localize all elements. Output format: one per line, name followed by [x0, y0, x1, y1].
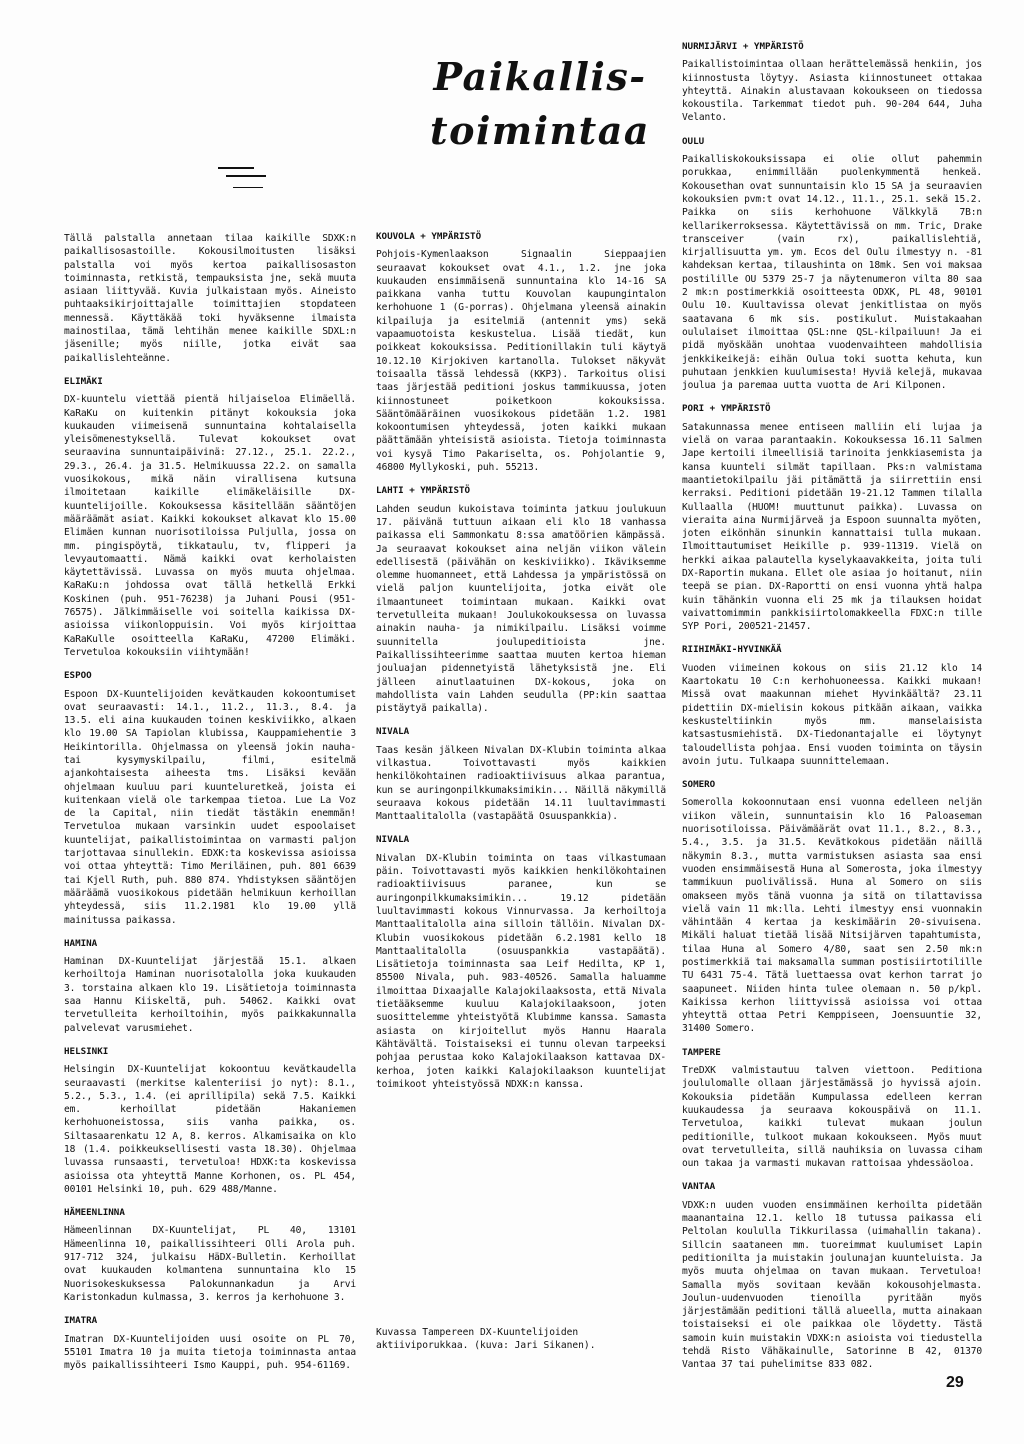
section-heading: KOUVOLA + YMPÄRISTÖ [376, 231, 482, 242]
section-heading: VANTAA [682, 1181, 716, 1193]
section-heading: LAHTI + YMPÄRISTÖ [376, 485, 471, 497]
column-2 [376, 230, 666, 1093]
section-text: Paikalliskokouksissapa ei olie ollut pahemmin porukkaa, enimmillään puolenkymmentä henkeä. Kokousethan ovat sunnuntaisin klo 15 SA ja seuraavien kokouksien pvm:t ovat 14.12., 11.1., 25.1. sekä 15.2. Paikka on siis kerhohuone Välkkylä 7B:n kellarikerroksessa. Käytettävissä on mm. Tric, Drake transceiver (vain rx), paikallislehtiä, kirjallisuutta ym. ym. Ecos del Oulu ilmestyy n. -81 kahdeksan kertaa, tilaushinta on 18mk. Sen voi maksaa postilille OU 5379 25-7 ja näytenumeron vilta 80 saa 2 mk:n postimerkkiä osoitteesta ODXK, PL 48, 90101 Oulu 10. Kuultavissa olevat jenkitlistaa on myös saatavana 6 mk sis. postikulut. Muistakaahan oululaiset ilmoittaa QSL:nne QSL-kilpailuun! Ja ei pidä myöskään unohtaa vuodenvaihteen mahdollisia jenkkikeikejä: eihän Oulua toki suotta kehuta, kun puhutaan jenkkien kuulumisesta! Hyviä kelejä, mukavaa joulua ja paremaa uutta vuotta de Ari Kilponen. [682, 154, 982, 392]
section-text: VDXK:n uuden vuoden ensimmäinen kerhoilta pidetään maanantaina 12.1. kello 18 tutussa paikassa eli Peltolan koululla Tikkurilassa (uimahallin takana). Sillcin saataneen mm. tuoreimmat kuulumiset Lapin peditionilta ja muistakin joulunajan kuunteluista. Ja myös muuta ohjelmaa on tavan mukaan. Tervetuloa! Samalla myös sovitaan kevään kokousohjelmasta. Joulun-uudenvuoden tienoilla pyritään myös järjestämään peditioni tällä alueella, mutta ainakaan toistaiseksi ei ole paikkaa ole löydetty. Tästä samoin kuin muistakin VDXK:n asioista voi tiedustella tehdä Risto Vähäkainulle, Satorinne B 42, 01370 Vantaa 37 tai puhelimitse 833 082. [682, 1199, 982, 1371]
section-text: Satakunnassa menee entiseen malliin eli lujaa ja vielä on varaa parantaakin. Kokouksessa 16.11 Salmen Jape kertoili ilmeellisiä tarinoita jenkkiasemista ja kansa kuunteli silmät tapillaan. Pks:n valmistama maantietokilpailu jäi pitämättä ja siirrettiin ensi kerraksi. Peditioni pidetään 19-21.12 Tammen tilalla Kullaalla (HUOM! muuttunut paikka). Luvassa on vieraita aina Nurmijärveä ja Espoon suunnalta myöten, joten eikönhän sinunkin kannattaisi tulla mukaan. Ilmoittautumiset Heikille p. 939-11319. Vielä on herkki aikaa palautella kyselykaavakkeita, joita tuli DX-Raportin mukana. Ellet ole asiaa jo hoitanut, niin teepä se pian. DX-Raportti on ensi vuonna yhtä halpa kuin tähänkin vuonna eli 25 mk ja tilauksen hoidat vaivattomimmin pankkisiirtolomakkeella FDXC:n tille SYP Pori, 200521-21457. [682, 421, 982, 633]
section-heading: NIVALA [376, 834, 410, 846]
section-text: Haminan DX-Kuuntelijat järjestää 15.1. alkaen kerhoiltoja Haminan nuorisotalolla joka kuukauden 3. torstaina alkaen klo 19. Lisätietoja toiminnasta saa Hannu Kiiskeltä, puh. 54062. Kaikki ovat tervetulleita kerhoiltoihin, myös paikkakunnalla palvelevat varusmiehet. [64, 956, 356, 1034]
section-heading: PORI + YMPÄRISTÖ [682, 403, 771, 415]
decorative-rule [233, 187, 263, 188]
section-text: Hämeenlinnan DX-Kuuntelijat, PL 40, 13101 Hämeenlinna 10, paikallissihteeri Olli Arola puh. 917-712 324, julkaisu HäDX-Bulletin. Kerhoillat ovat kuukauden kolmantena sunnuntaina klo 15 Nuorisokeskuksessa Palokunnankadun ja Arvi Karistonkadun kulmassa, 3. kerros ja kerhohuone 3. [64, 1225, 356, 1303]
section-heading: HAMINA [64, 937, 98, 949]
section-text: TreDXK valmistautuu talven viettoon. Peditiona joululomalle ollaan järjestämässä jo hyvissä ajoin. Kokouksia pidetään Kumpulassa edelleen kerran kuukaudessa ja seuraava kokouspäivä on 11.1. Tervetuloa, kaikki tulevat mukaan joulun peditionille, tulkoot mukaan kokoukseen. Myös muut ovat tervetulleita, sillä nauhiksia on luvassa ciham oun takaa ja varmasti mukavan rattoisaa yhdessäoloa. [682, 1065, 982, 1170]
section-heading: ELIMÄKI [64, 375, 103, 387]
section-text: Somerolla kokoonnutaan ensi vuonna edelleen neljän viikon välein, sunnuntaisin klo 16 Paloaseman nuorisotiloissa. Päivämäärät ovat 11.1., 8.2., 8.3., 5.4., 3.5. ja 31.5. Kevätkokous pidetään näillä näkymin 8.3., mutta varmistuksen asiasta saa ensi vuoden ensimmäisestä Huna al Somerosta, joka ilmestyy tammikuun puolivälissä. Huna al Somero on siis omakseen myös tänä vuonna ja sitä on tilattavissa vielä vain 11 mk:lla. Lehti ilmestyy ensi vuonnakin vähintään 4 kertaa ja keskimäärin 20-sivuisena. Mikäli haluat tietää lisää Nitsijärven tapahtumista, tilaa Huna al Somero 4/80, saat sen 2.50 mk:n postimerkkiä tai maksamalla summan postisiirtotilille TU 6431 75-4. Tätä luettaessa ovat kerhon tarrat jo saapuneet. Niiden hinta tulee olemaan n. 50 p/kpl. Kaikissa kerhon liittyvissä asioissa voi ottaa yhteyttä ottaa Petri Kemppiseen, Joensuuntie 32, 31400 Somero. [682, 797, 982, 1035]
section-text: Lahden seudun kukoistava toiminta jatkuu joulukuun 17. päivänä tuttuun aikaan eli klo 18 vanhassa paikassa eli Sammonkatu 8:ssa amatöörien kämpässä. Ja seuraavat kokoukset aina neljän viikon välein edellisestä (päivähän on keskiviikko). Ikäviksemme olemme huomanneet, että Lahdessa ja ympäristössä on vielä paljon kuuntelijoita, jotka eivät ole ilmaantuneet toimintaan mukaan. Kaikki ovat tervetulleita mukaan! Joulukokouksessa on luvassa ainakin nauha- ja nimikilpailu. Lisäksi voimme suunnitella joulupeditioista jne. Paikallissihteerimme saattaa muuten kertoa hieman jouluajan pidennetyistä lähetyksistä jne. Eli jälleen ainutlaatuinen DX-kokous, joka on mahdollista vain Lahden seudulla (PP:kin saattaa pistäytyä paikalla). [376, 503, 666, 715]
section-text: Taas kesän jälkeen Nivalan DX-Klubin toiminta alkaa vilkastua. Toivottavasti myös kaikkien henkilökohtainen radioaktiivisuus alkaa parantua, kun se auringonpilkkumaksimikin... Näillä näkymillä seuraava kokous pidetään 14.11 luultavimmasti Manttaalitalolla (vastapäätä Osuuspankkia). [376, 744, 666, 823]
section-heading: RIIHIMÄKI-HYVINKÄÄ [682, 644, 782, 656]
section-heading: TAMPERE [682, 1046, 721, 1058]
decorative-rule [226, 175, 266, 177]
section-heading: NURMIJÄRVI + YMPÄRISTÖ [682, 41, 804, 52]
column-1 [64, 232, 356, 1374]
page-number: 29 [946, 1374, 964, 1391]
decorative-rule [218, 167, 254, 169]
photo-caption: Kuvassa Tampereen DX-Kuuntelijoiden aktiiviporukkaa. (kuva: Jari Sikanen). [376, 1327, 596, 1352]
section-text: Pohjois-Kymenlaakson Signaalin Sieppaajien seuraavat kokoukset ovat 4.1., 1.2. jne joka kuukauden ensimmäisenä sunnuntaina klo 14-16 SA paikkana vanha tuttu Kouvolan kaupungintalon kerhohuone 1 (G-porras). Ohjelmana yleensä ainakin kilpailuja ja esitelmiä (antennit yms) sekä vapaamuotoista keskustelua. Lisää tiedät, kun poikkeat kokouksissa. Peditionillakin tuli käytyä 10.12.10 Kirjokiven kartanolla. Tulokset näkyvät toisaalla tässä lehdessä (KKP3). Tarkoitus olisi taas järjestää peditioni joskus tammikuussa, joten kiinnostuneet poiketkoon kokouksissa. Sääntömääräinen vuosikokous pidetään 1.2. 1981 kokoontumisen yhteydessä, joten kaikki mukaan päättämään yhteisistä asioista. Tietoja toiminnasta voi kysyä Timo Pakariselta, os. Pohjolantie 9, 46800 Myllykoski, puh. 55213. [376, 249, 666, 474]
column-3 [682, 40, 982, 1374]
title-line-1: Paikallis- [433, 54, 647, 99]
section-heading: OULU [682, 135, 705, 147]
section-text: Espoon DX-Kuuntelijoiden kevätkauden kokoontumiset ovat seuraavasti: 14.1., 11.2., 11.3., 8.4. ja 13.5. eli aina kuukauden toinen keskiviikko, alkaen klo 19.00 SA Tapiolan klubissa, Kauppamiehentie 3 Heikintorilla. Ohjelmassa on yleensä jokin nauha- tai kysymyskilpailu, filmi, esitelmä ajankohtaisesta aiheesta tms. Lisäksi kevään ohjelmaan kuuluu pari kuunteluretkeä, joista ei kuitenkaan vielä ole tarkempaa tietoa. Lue La Voz de la Capital, niin tiedät tästäkin enemmän! Tervetuloa mukaan varsinkin uudet espoolaiset kuuntelijat, paikallistoimintaa on varmasti paljon tarjottavaa sinullekin. EDXK:ta koskevissa asioissa voi ottaa yhteyttä: Timo Meriläinen, puh. 801 6639 tai Kjell Ruth, puh. 880 874. Yhdistyksen sääntöjen määräämä vuosikokous pidetään helmikuun kerhoillan yhteydessä, siis 11.2.1981 klo 19.00 yllä mainitussa paikassa. [64, 688, 356, 926]
section-text: Imatran DX-Kuuntelijoiden uusi osoite on PL 70, 55101 Imatra 10 ja muita tietoja toiminnasta antaa myös paikallissihteeri Ismo Kauppi, puh. 954-61169. [64, 1333, 356, 1372]
section-text: Helsingin DX-Kuuntelijat kokoontuu kevätkaudella seuraavasti (merkitse kalenteriisi jo nyt): 8.1., 5.2., 5.3., 1.4. (ei aprillipila) sekä 7.5. Kaikki em. kerhoillat pidetään Hakaniemen kerhohuoneistossa, siis vanha paikka, os. Siltasaarenkatu 12 A, 8. kerros. Alkamisaika on klo 18 (1.4. poikkeuksellisesti vasta 18.30). Ohjelmaa luvassa runsaasti, tervetuloa! HDXK:ta koskevissa asioissa ota yhteyttä Manne Korhonen, os. PL 454, 00101 Helsinki 10, puh. 629 488/Manne. [64, 1064, 356, 1195]
section-text: Nivalan DX-Klubin toiminta on taas vilkastumaan päin. Toivottavasti myös kaikkien henkilökohtainen radioaktiivisuus paranee, kun se auringonpilkkumaksimikin... 19.12 pidetään luultavimmasti kokous Vinnurvassa. Ja kerhoiltoja Manttaalitalolla aina silloin tällöin. Nivalan DX-Klubin vuosikokous pidetään 6.2.1981 kello 18 Manttaalitalolla (osuuspankkia vastapäätä). Lisätietoja toiminnasta saa Leif Hedilta, KP 1, 85500 Nivala, puh. 983-40526. Samalla haluamme ilmoittaa Dixaajalle Kalajokilaaksosta, että Nivala tietääksemme kuuluu Kalajokilaaksoon, joten suosittelemme yhteistyötä Klubimme kanssa. Samasta asiasta on kirjoitellut myös Hannu Haarala Kähtävältä. Toistaiseksi ei tunnu olevan tarpeeksi pohjaa perustaa koko Kalajokilaakson kattavaa DX-kerhoa, joten kaikki Kalajokilaakson kuuntelijat toimikoot yhteistyössä NDXK:n kanssa. [376, 852, 666, 1090]
page-title [420, 50, 660, 158]
section-heading: ESPOO [64, 670, 92, 682]
section-heading: NIVALA [376, 726, 410, 738]
section-heading: HÄMEENLINNA [64, 1207, 125, 1219]
section-heading: IMATRA [64, 1315, 98, 1327]
section-text: Vuoden viimeinen kokous on siis 21.12 klo 14 Kaartokatu 10 C:n kerhohuoneessa. Kaikki mukaan! Missä ovat maakunnan miehet Hyvinkäältä? 23.11 pidettiin DX-mielisin kokous pitkään aikaan, vaikka keskusteltiinkin myös mm. manselaisista katsastusmiehistä. DX-Tiedonantajalle ei löytynyt taloudellista pohjaa. Ensi vuoden toiminta on täysin avoin jutu. Tulkaapa suunnittelemaan. [682, 662, 982, 767]
section-heading: HELSINKI [64, 1045, 109, 1057]
section-heading: SOMERO [682, 779, 716, 791]
title-line-2: toimintaa [430, 108, 650, 153]
section-text: DX-kuuntelu viettää pientä hiljaiseloa Elimäellä. KaRaKu on kuitenkin pitänyt kokouksia joka kuukauden viimeisenä sunnuntaina kohtalaisella yleisömenestyksellä. Tulevat kokoukset ovat seuraavina sunnuntaipäivinä: 27.12., 25.1. 22.2., 29.3., 26.4. ja 31.5. Helmikuussa 22.2. on samalla vuosikokous, mikä näin virallisena kutsuna ilmoitetaan kaikille elimäkeläisille DX-kuuntelijoille. Kokouksessa käsitellään sääntöjen määräämät asiat. Kaikki kokoukset alkavat klo 15.00 Elimäen kunnan nuorisotiloissa Puljulla, jossa on mm. pingispöytä, tikkataulu, tv, flipperi ja levyautomaatti. Nämä kaikki ovat kerholaisten käytettävissä. Luvassa on myös muuta ohjelmaa. KaRaKu:n johdossa ovat tällä hetkellä Erkki Koskinen (puh. 951-76238) ja Juhani Pousi (951-76575). Jälkimmäiselle voi soitella kaikissa DX-asioissa viikonloppuisin. Voi myös kirjoittaa KaRaKulle osoitteella KaRaKu, 47200 Elimäki. Tervetuloa kokouksiin viihtymään! [64, 394, 356, 658]
section-text: Paikallistoimintaa ollaan herättelemässä henkiin, jos kiinnostusta löytyy. Asiasta kiinnostuneet ottakaa yhteyttä. Ainakin alustavaan kokoukseen on tiedossa kokoustila. Tarkemmat tiedot puh. 90-204 644, Juha Velanto. [682, 59, 982, 124]
intro-paragraph: Tällä palstalla annetaan tilaa kaikille SDXK:n paikallisosastoille. Kokousilmoitusten lisäksi palstalla voi myös kertoa paikallisosaston toiminnasta, retkistä, tempauksista jne, sekä muuta asiaan liittyvää. Kuvia julkaistaan myös. Aineisto puhtaaksikirjoittajalle toimittajien stopdateen mennessä. Käyttäkää toki hyväksenne ilmaista mainostilaa, tämä lehtihän menee kaikille SDXL:n jäsenille; myös niille, jotka eivät saa paikallislehteänne. [64, 233, 356, 364]
